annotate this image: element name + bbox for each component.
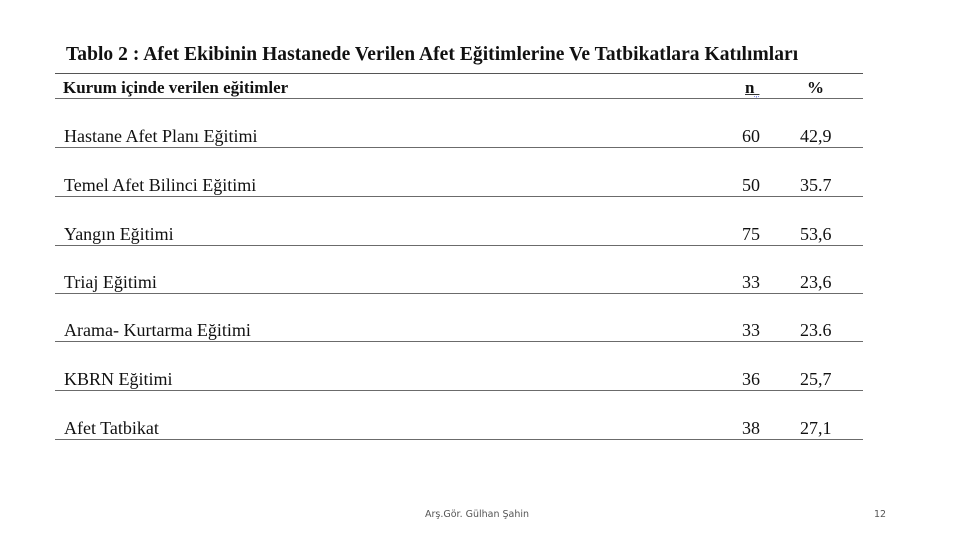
row-n: 33	[742, 320, 760, 340]
row-percent: 23.6	[800, 320, 832, 340]
table-bottom-rule	[55, 439, 863, 440]
row-percent: 42,9	[800, 126, 832, 146]
column-header-percent: %	[807, 78, 824, 97]
footer-author: Arş.Gör. Gülhan Şahin	[425, 509, 530, 520]
row-percent: 25,7	[800, 369, 832, 389]
row-n: 36	[742, 369, 760, 389]
row-n: 50	[742, 175, 760, 195]
row-n: 60	[742, 126, 760, 146]
column-header-n-text: n	[745, 78, 755, 97]
row-percent: 23,6	[800, 272, 832, 292]
column-header-training: Kurum içinde verilen eğitimler	[63, 78, 289, 97]
row-divider	[55, 390, 863, 391]
table-top-rule	[55, 73, 863, 74]
row-label: Temel Afet Bilinci Eğitimi	[64, 175, 257, 195]
row-divider	[55, 293, 863, 294]
row-label: Hastane Afet Planı Eğitimi	[64, 126, 258, 146]
row-divider	[55, 245, 863, 246]
row-n: 38	[742, 418, 760, 438]
column-header-n	[745, 78, 759, 99]
table-header-rule	[55, 98, 863, 99]
row-n: 33	[742, 272, 760, 292]
spellcheck-mark-icon: .,.	[753, 90, 760, 99]
row-divider	[55, 341, 863, 342]
row-percent: 35.7	[800, 175, 832, 195]
row-n: 75	[742, 224, 760, 244]
row-label: Triaj Eğitimi	[64, 272, 157, 292]
row-label: Afet Tatbikat	[64, 418, 159, 438]
row-divider	[55, 196, 863, 197]
row-label: Arama- Kurtarma Eğitimi	[64, 320, 251, 340]
slide-number: 12	[874, 509, 887, 520]
row-label: Yangın Eğitimi	[64, 224, 174, 244]
row-label: KBRN Eğitimi	[64, 369, 173, 389]
row-percent: 27,1	[800, 418, 832, 438]
row-divider	[55, 147, 863, 148]
table-title: Tablo 2 : Afet Ekibinin Hastanede Verilen Afet Eğitimlerine Ve Tatbikatlara Katılımları	[66, 44, 799, 65]
row-percent: 53,6	[800, 224, 832, 244]
